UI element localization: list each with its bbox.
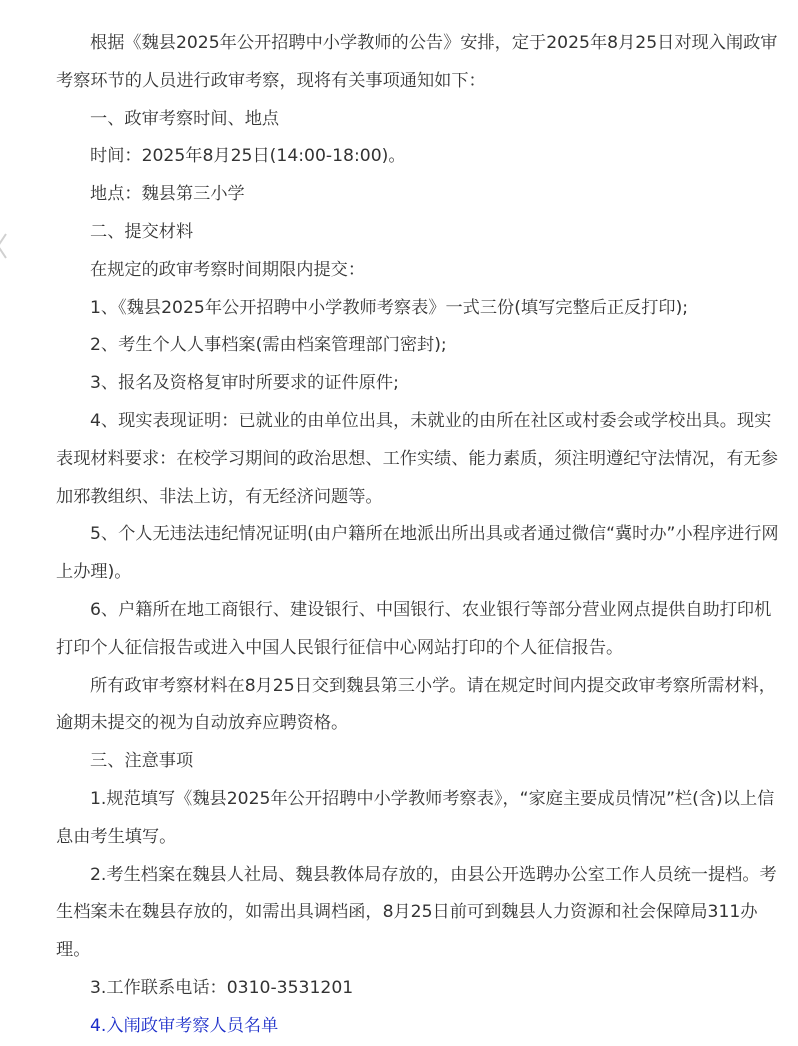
note-item-3-phone: 3.工作联系电话：0310-3531201 — [90, 977, 354, 998]
note-item-1: 1.规范填写《魏县2025年公开招聘中小学教师考察表》，“家庭主要成员情况”栏(含)以上信息由考生填写。 — [56, 788, 775, 847]
section-heading-materials: 二、提交材料 — [90, 221, 194, 242]
chevron-left-icon[interactable] — [0, 232, 8, 260]
material-item-3: 3、报名及资格复审时所要求的证件原件; — [90, 373, 399, 394]
material-item-6: 6、户籍所在地工商银行、建设银行、中国银行、农业银行等部分营业网点提供自助打印机打印个人征信报告或进入中国人民银行征信中心网站打印的个人征信报告。 — [56, 599, 772, 658]
place-line: 地点：魏县第三小学 — [90, 184, 245, 205]
material-item-1: 1、《魏县2025年公开招聘中小学教师考察表》一式三份(填写完整后正反打印); — [90, 297, 689, 318]
intro-paragraph: 根据《魏县2025年公开招聘中小学教师的公告》安排，定于2025年8月25日对现入闱政审考察环节的人员进行政审考察，现将有关事项通知如下： — [56, 33, 778, 91]
materials-intro: 在规定的政审考察时间期限内提交： — [90, 259, 366, 280]
material-item-5: 5、个人无违法违纪情况证明(由户籍所在地派出所出具或者通过微信“冀时办”小程序进行网上办理)。 — [56, 524, 779, 583]
note-item-2: 2.考生档案在魏县人社局、魏县教体局存放的，由县公开选聘办公室工作人员统一提档。考生档案未在魏县存放的，如需出具调档函，8月25日前可到魏县人力资源和社会保障局311办理。 — [56, 864, 777, 961]
time-line: 时间：2025年8月25日(14:00-18:00)。 — [90, 146, 406, 167]
candidate-list-link[interactable]: 4.入闱政审考察人员名单 — [90, 1015, 279, 1036]
material-item-2: 2、考生个人人事档案(需由档案管理部门密封); — [90, 335, 447, 356]
material-item-4: 4、现实表现证明：已就业的由单位出具，未就业的由所在社区或村委会或学校出具。现实表现材料要求：在校学习期间的政治思想、工作实绩、能力素质，须注明遵纪守法情况，有无参加邪教组织、非法上访，有无经济问题等。 — [56, 410, 778, 507]
section-heading-time-place: 一、政审考察时间、地点 — [90, 108, 280, 129]
article-body — [56, 25, 782, 1046]
materials-deadline: 所有政审考察材料在8月25日交到魏县第三小学。请在规定时间内提交政审考察所需材料，逾期未提交的视为自动放弃应聘资格。 — [56, 675, 776, 734]
section-heading-notes: 三、注意事项 — [90, 751, 194, 772]
